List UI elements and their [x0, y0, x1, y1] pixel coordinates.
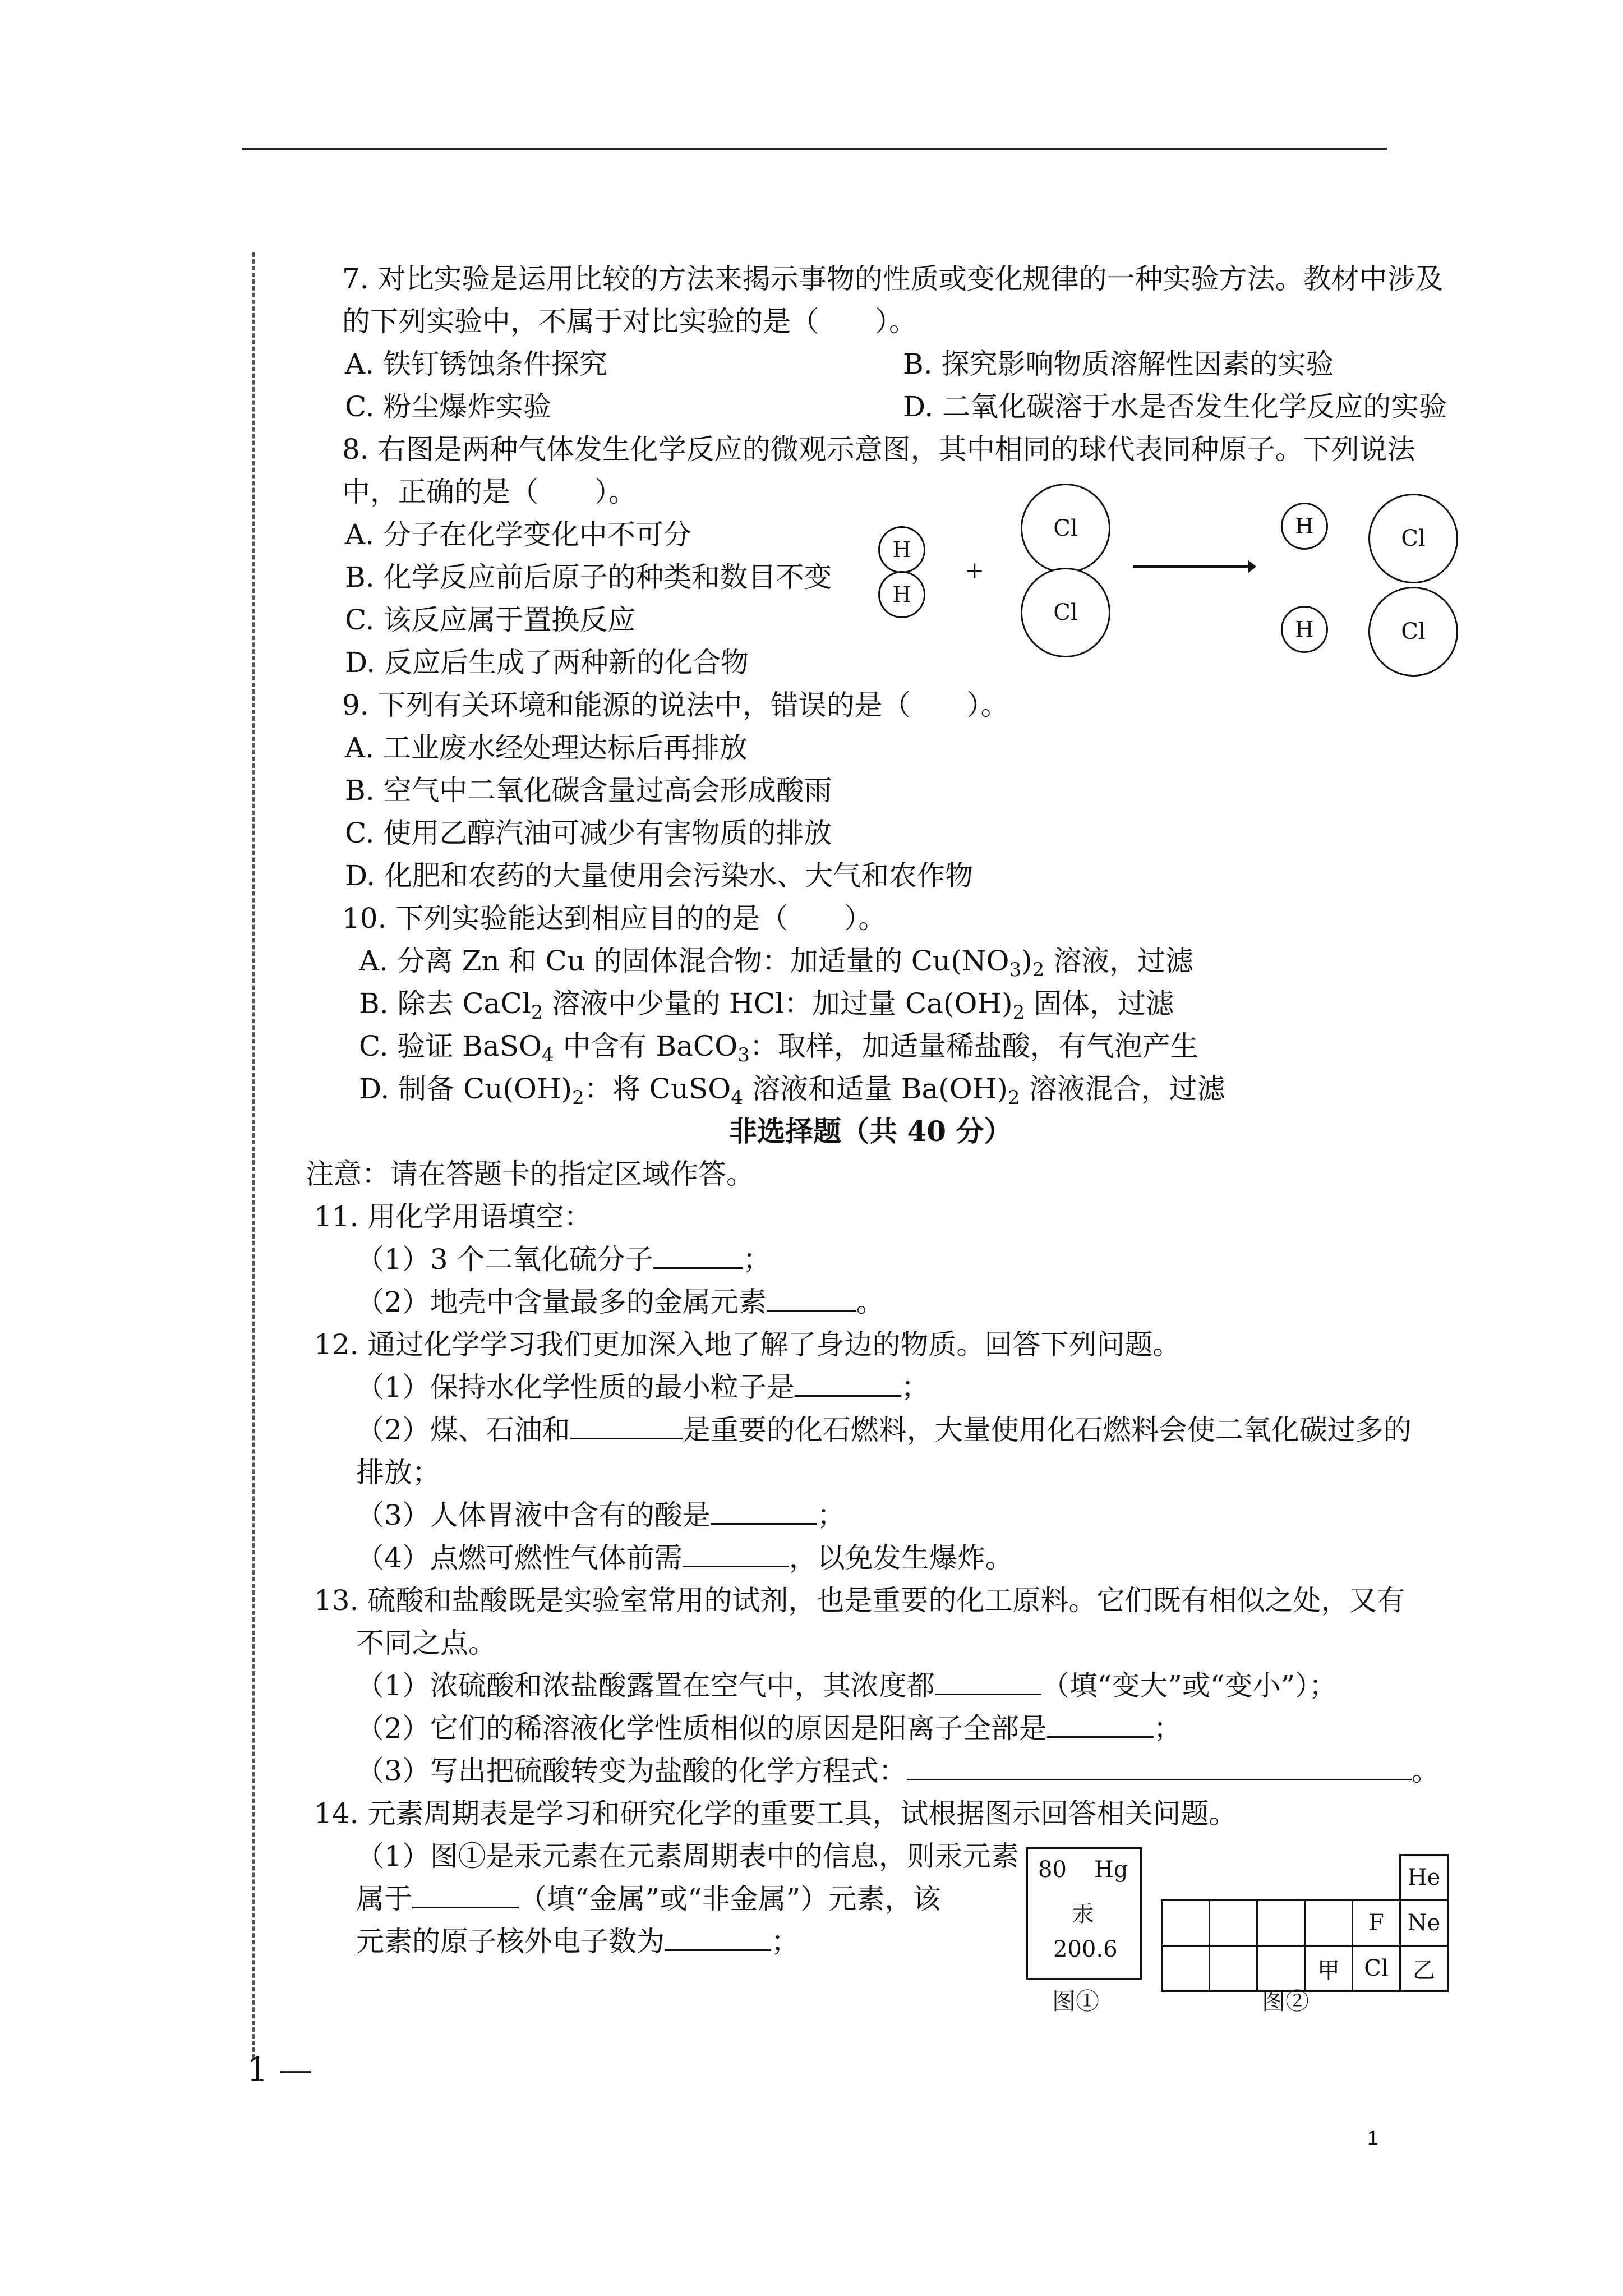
q13-p1-text: （1）浓硫酸和浓盐酸露置在空气中，其浓度都	[356, 1669, 935, 1702]
q10-b-text: 溶液中少量的 HCl：加过量 Ca(OH)	[543, 987, 1013, 1020]
q11-part2	[356, 1284, 884, 1320]
answer-blank[interactable]	[907, 1754, 1412, 1780]
q8-stem-line1: 8. 右图是两种气体发生化学反应的微观示意图，其中相同的球代表同种原子。下列说法	[342, 433, 1415, 466]
q9-option-c: C. 使用乙醇汽油可减少有害物质的排放	[345, 817, 832, 849]
atomic-number: 80	[1038, 1857, 1067, 1883]
element-symbol: Hg	[1094, 1857, 1128, 1883]
q10-c-text: ：取样，加适量稀盐酸，有气泡产生	[749, 1030, 1198, 1062]
q13-stem-line2: 不同之点。	[356, 1627, 496, 1659]
q10-c-text: C. 验证 BaSO	[359, 1030, 542, 1062]
section-note: 注意：请在答题卡的指定区域作答。	[306, 1158, 754, 1190]
q10-d-text: 溶液混合，过滤	[1020, 1073, 1225, 1105]
q14-p1-text: （填“金属”或“非金属”）元素，该	[519, 1883, 941, 1915]
pt-cell-jia: 甲	[1305, 1946, 1353, 1991]
q10-d-sub: 2	[572, 1087, 584, 1109]
q10-b-sub: 2	[531, 1001, 543, 1024]
answer-blank[interactable]	[653, 1243, 743, 1269]
page-number: 1	[1367, 2126, 1379, 2149]
answer-blank[interactable]	[711, 1498, 817, 1525]
q11-p1-text: （1）3 个二氧化硫分子	[356, 1243, 653, 1276]
pt-cell-empty	[1210, 1855, 1257, 1901]
pt-cell-empty	[1210, 1901, 1257, 1946]
answer-blank[interactable]	[1047, 1711, 1154, 1738]
q13-p2-end: ；	[1153, 1712, 1182, 1745]
pt-cell-empty	[1210, 1946, 1257, 1991]
q10-option-b	[359, 986, 1174, 1030]
q10-d-text: D. 制备 Cu(OH)	[359, 1073, 573, 1105]
q10-option-a	[359, 943, 1193, 988]
pt-cell-empty	[1162, 1901, 1210, 1946]
q8-stem-line2: 中，正确的是（ ）。	[342, 476, 637, 508]
q7-option-a: A. 铁钉锈蚀条件探究	[345, 348, 607, 380]
answer-blank[interactable]	[767, 1285, 856, 1312]
q10-a-sub: 2	[1032, 959, 1045, 981]
q11-part1	[356, 1241, 771, 1277]
q13-p1-text: （填“变大”或“变小”）；	[1041, 1669, 1338, 1702]
q12-part2-cont: 排放；	[356, 1456, 440, 1489]
q7-option-b: B. 探究影响物质溶解性因素的实验	[903, 348, 1334, 380]
q7-option-d: D. 二氧化碳溶于水是否发生化学反应的实验	[903, 390, 1447, 423]
q14-part1-line3	[356, 1924, 799, 1959]
h-atom: H	[1281, 503, 1328, 550]
binding-margin-line	[252, 252, 255, 2059]
periodic-table-fragment	[1161, 1854, 1449, 1992]
q13-p3-text: （3）写出把硫酸转变为盐酸的化学方程式：	[356, 1755, 907, 1787]
q14-stem: 14. 元素周期表是学习和研究化学的重要工具，试根据图示回答相关问题。	[314, 1797, 1237, 1830]
pt-cell-he: He	[1400, 1855, 1448, 1901]
q10-stem: 10. 下列实验能达到相应目的的是（ ）。	[342, 902, 887, 935]
q13-part1	[356, 1668, 1337, 1704]
q8-option-c: C. 该反应属于置换反应	[345, 604, 636, 636]
h-atom: H	[878, 526, 925, 573]
q12-p1-end: ；	[901, 1371, 929, 1404]
q11-stem: 11. 用化学用语填空：	[314, 1200, 592, 1233]
q13-stem-line1: 13. 硫酸和盐酸既是实验室常用的试剂，也是重要的化工原料。它们既有相似之处，又有	[314, 1584, 1405, 1617]
q12-p3-end: ；	[817, 1499, 845, 1531]
q14-p1-text: 属于	[356, 1883, 412, 1915]
pt-cell-empty	[1353, 1855, 1400, 1901]
pt-cell-empty	[1257, 1855, 1305, 1901]
pt-cell-empty	[1162, 1946, 1210, 1991]
q12-p4-text: （4）点燃可燃性气体前需	[356, 1542, 683, 1574]
q12-part4	[356, 1540, 1013, 1576]
pt-cell-ne: Ne	[1400, 1901, 1448, 1946]
q9-option-b: B. 空气中二氧化碳含量过高会形成酸雨	[345, 774, 832, 807]
q9-option-a: A. 工业废水经处理达标后再排放	[345, 731, 748, 764]
pt-cell-yi: 乙	[1400, 1946, 1448, 1991]
q14-part1-line2	[356, 1881, 940, 1917]
q12-stem: 12. 通过化学学习我们更加深入地了解了身边的物质。回答下列问题。	[314, 1328, 1181, 1361]
footer-page-mark: 1 —	[247, 2050, 313, 2090]
cl-atom: Cl	[1021, 484, 1110, 573]
q7-stem-line2: 的下列实验中，不属于对比实验的是（ ）。	[342, 305, 917, 338]
q13-p2-text: （2）它们的稀溶液化学性质相似的原因是阳离子全部是	[356, 1712, 1047, 1745]
section-title: 非选择题（共 40 分）	[729, 1115, 1012, 1148]
q13-p3-end: 。	[1411, 1755, 1440, 1787]
answer-blank[interactable]	[570, 1413, 683, 1439]
q10-d-sub: 2	[1007, 1087, 1020, 1109]
q8-option-a: A. 分子在化学变化中不可分	[345, 518, 691, 551]
answer-blank[interactable]	[935, 1669, 1041, 1695]
figure-2-caption: 图②	[1262, 1987, 1310, 2015]
q10-b-text: B. 除去 CaCl	[359, 987, 531, 1020]
q12-p2-text: 是重要的化石燃料，大量使用化石燃料会使二氧化碳过多的	[682, 1414, 1412, 1446]
q10-d-text: ：将 CuSO	[584, 1073, 731, 1105]
pt-cell-empty	[1162, 1855, 1210, 1901]
q14-part1-line1: （1）图①是汞元素在元素周期表中的信息，则汞元素	[356, 1840, 1019, 1872]
q14-p1-end: ；	[771, 1925, 799, 1958]
answer-blank[interactable]	[412, 1882, 519, 1908]
q12-part1	[356, 1369, 929, 1405]
q9-stem: 9. 下列有关环境和能源的说法中，错误的是（ ）。	[342, 689, 1009, 721]
q13-part3	[356, 1753, 1440, 1789]
h-atom: H	[1281, 606, 1328, 653]
mercury-element-card	[1026, 1847, 1142, 1980]
pt-cell-f: F	[1353, 1901, 1400, 1946]
reaction-arrow	[1133, 555, 1256, 578]
pt-cell-cl: Cl	[1353, 1946, 1400, 1991]
q8-option-d: D. 反应后生成了两种新的化合物	[345, 646, 749, 679]
q12-p3-text: （3）人体胃液中含有的酸是	[356, 1499, 711, 1531]
pt-cell-empty	[1305, 1901, 1353, 1946]
cl-atom: Cl	[1021, 568, 1110, 657]
q10-c-sub: 3	[737, 1044, 750, 1066]
cl-atom: Cl	[1368, 494, 1458, 583]
atomic-mass: 200.6	[1053, 1936, 1118, 1962]
q13-part2	[356, 1710, 1182, 1746]
q11-p2-text: （2）地壳中含量最多的金属元素	[356, 1286, 767, 1318]
q12-p2-text: （2）煤、石油和	[356, 1414, 570, 1446]
q10-option-c	[359, 1028, 1198, 1073]
plus-sign: +	[965, 556, 985, 584]
q10-option-d	[359, 1071, 1225, 1116]
q12-p4-end: ，以免发生爆炸。	[789, 1542, 1013, 1574]
q10-d-sub: 4	[731, 1087, 743, 1109]
q10-c-text: 中含有 BaCO	[554, 1030, 738, 1062]
q7-option-c: C. 粉尘爆炸实验	[345, 390, 552, 423]
answer-blank[interactable]	[665, 1925, 771, 1951]
q10-a-text: 溶液，过滤	[1044, 945, 1194, 977]
q9-option-d: D. 化肥和农药的大量使用会污染水、大气和农作物	[345, 859, 974, 892]
q11-p2-end: 。	[856, 1286, 884, 1318]
q10-d-text: 溶液和适量 Ba(OH)	[743, 1073, 1008, 1105]
header-rule	[242, 148, 1387, 150]
q10-b-sub: 2	[1012, 1001, 1025, 1024]
answer-blank[interactable]	[795, 1370, 901, 1397]
q10-a-text: A. 分离 Zn 和 Cu 的固体混合物：加适量的 Cu(NO	[359, 945, 1009, 977]
element-name: 汞	[1072, 1901, 1094, 1927]
answer-blank[interactable]	[683, 1541, 789, 1567]
h-atom: H	[878, 571, 925, 618]
pt-cell-empty	[1305, 1855, 1353, 1901]
q10-a-text: )	[1021, 945, 1032, 977]
cl-atom: Cl	[1368, 587, 1458, 677]
q7-stem-line1: 7. 对比实验是运用比较的方法来揭示事物的性质或变化规律的一种实验方法。教材中涉及	[342, 263, 1444, 295]
q10-c-sub: 4	[541, 1044, 554, 1066]
q12-p1-text: （1）保持水化学性质的最小粒子是	[356, 1371, 795, 1404]
q12-part2	[356, 1412, 1412, 1448]
q11-p1-end: ；	[743, 1243, 771, 1276]
q10-b-text: 固体，过滤	[1025, 987, 1174, 1020]
q14-p1-text: 元素的原子核外电子数为	[356, 1925, 665, 1958]
q10-a-sub: 3	[1009, 959, 1022, 981]
pt-cell-empty	[1257, 1901, 1305, 1946]
q8-option-b: B. 化学反应前后原子的种类和数目不变	[345, 561, 832, 593]
figure-1-caption: 图①	[1052, 1987, 1100, 2015]
q12-part3	[356, 1497, 845, 1533]
